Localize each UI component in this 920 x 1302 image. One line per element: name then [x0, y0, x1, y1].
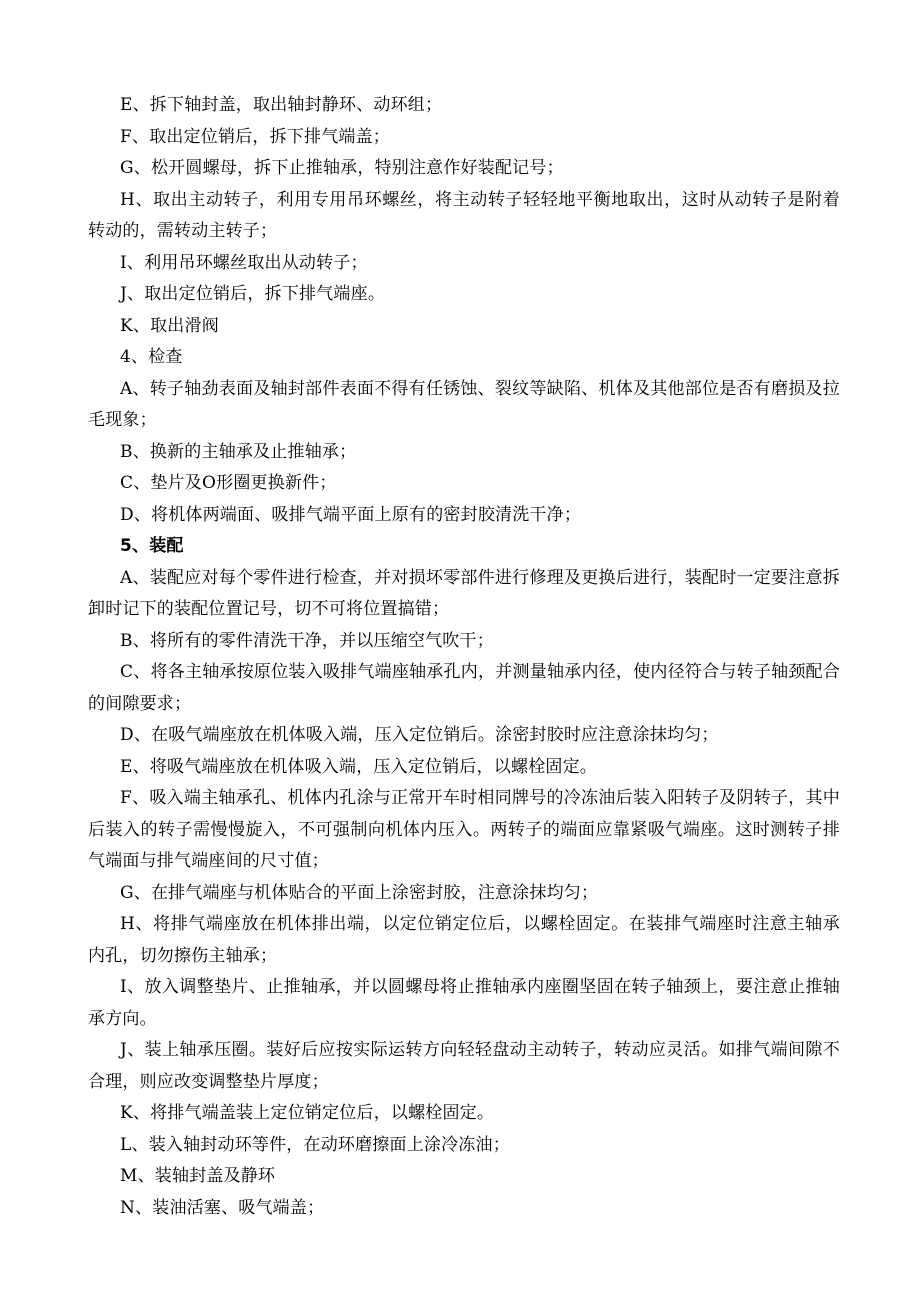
paragraph: E、拆下轴封盖，取出轴封静环、动环组；: [120, 95, 443, 115]
paragraph: A、转子轴劲表面及轴封部件表面不得有任锈蚀、裂纹等缺陷、机体及其他部位是否有磨损及拉毛现象；: [88, 378, 840, 430]
paragraph: D、在吸气端座放在机体吸入端，压入定位销后。涂密封胶时应注意涂抹均匀；: [120, 725, 719, 745]
paragraph: H、将排气端座放在机体排出端，以定位销定位后，以螺栓固定。在装排气端座时注意主轴承内孔，切勿擦伤主轴承；: [88, 914, 840, 966]
paragraph: I、利用吊环螺丝取出从动转子；: [120, 252, 368, 273]
paragraph: F、取出定位销后，拆下排气端盖；: [120, 126, 390, 147]
paragraph: F、吸入端主轴承孔、机体内孔涂与正常开车时相同牌号的冷冻油后装入阳转子及阴转子，其中后装入的转子需慢慢旋入，不可强制向机体内压入。两转子的端面应靠紧吸气端座。这时测转子排气端面与排气端座间的尺寸值；: [88, 788, 840, 871]
paragraph: M、装轴封盖及静环: [120, 1166, 276, 1186]
paragraph: G、在排气端座与机体贴合的平面上涂密封胶，注意涂抹均匀；: [120, 882, 599, 903]
paragraph: 4、检查: [120, 347, 183, 367]
section-heading: 5、装配: [120, 536, 184, 556]
paragraph: C、垫片及O形圈更换新件；: [120, 473, 337, 493]
paragraph: B、将所有的零件清洗干净，并以压缩空气吹干；: [120, 630, 494, 651]
paragraph: B、换新的主轴承及止推轴承；: [120, 441, 357, 462]
paragraph: D、将机体两端面、吸排气端平面上原有的密封胶清洗干净；: [120, 504, 582, 525]
paragraph: N、装油活塞、吸气端盖；: [120, 1197, 325, 1218]
paragraph: K、取出滑阀: [120, 315, 219, 336]
paragraph: K、将排气端盖装上定位销定位后，以螺栓固定。: [120, 1103, 495, 1123]
paragraph: E、将吸气端座放在机体吸入端，压入定位销后，以螺栓固定。: [120, 756, 598, 777]
paragraph: L、装入轴封动环等件，在动环磨擦面上涂冷冻油；: [120, 1134, 510, 1155]
document-body: [88, 90, 840, 1224]
paragraph: I、放入调整垫片、止推轴承，并以圆螺母将止推轴承内座圈坚固在转子轴颈上，要注意止推轴承方向。: [88, 977, 840, 1029]
paragraph: H、取出主动转子，利用专用吊环螺丝，将主动转子轻轻地平衡地取出，这时从动转子是附着转动的，需转动主转子；: [88, 189, 840, 241]
paragraph: G、松开圆螺母，拆下止推轴承，特别注意作好装配记号；: [120, 158, 564, 178]
paragraph: A、装配应对每个零件进行检查，并对损坏零部件进行修理及更换后进行，装配时一定要注意拆卸时记下的装配位置记号，切不可将位置搞错；: [88, 567, 840, 619]
paragraph: J、装上轴承压圈。装好后应按实际运转方向轻轻盘动主动转子，转动应灵活。如排气端间隙不合理，则应改变调整垫片厚度；: [88, 1040, 840, 1092]
paragraph: C、将各主轴承按原位装入吸排气端座轴承孔内，并测量轴承内径，使内径符合与转子轴颈配合的间隙要求；: [88, 662, 840, 714]
paragraph: J、取出定位销后，拆下排气端座。: [120, 284, 386, 304]
